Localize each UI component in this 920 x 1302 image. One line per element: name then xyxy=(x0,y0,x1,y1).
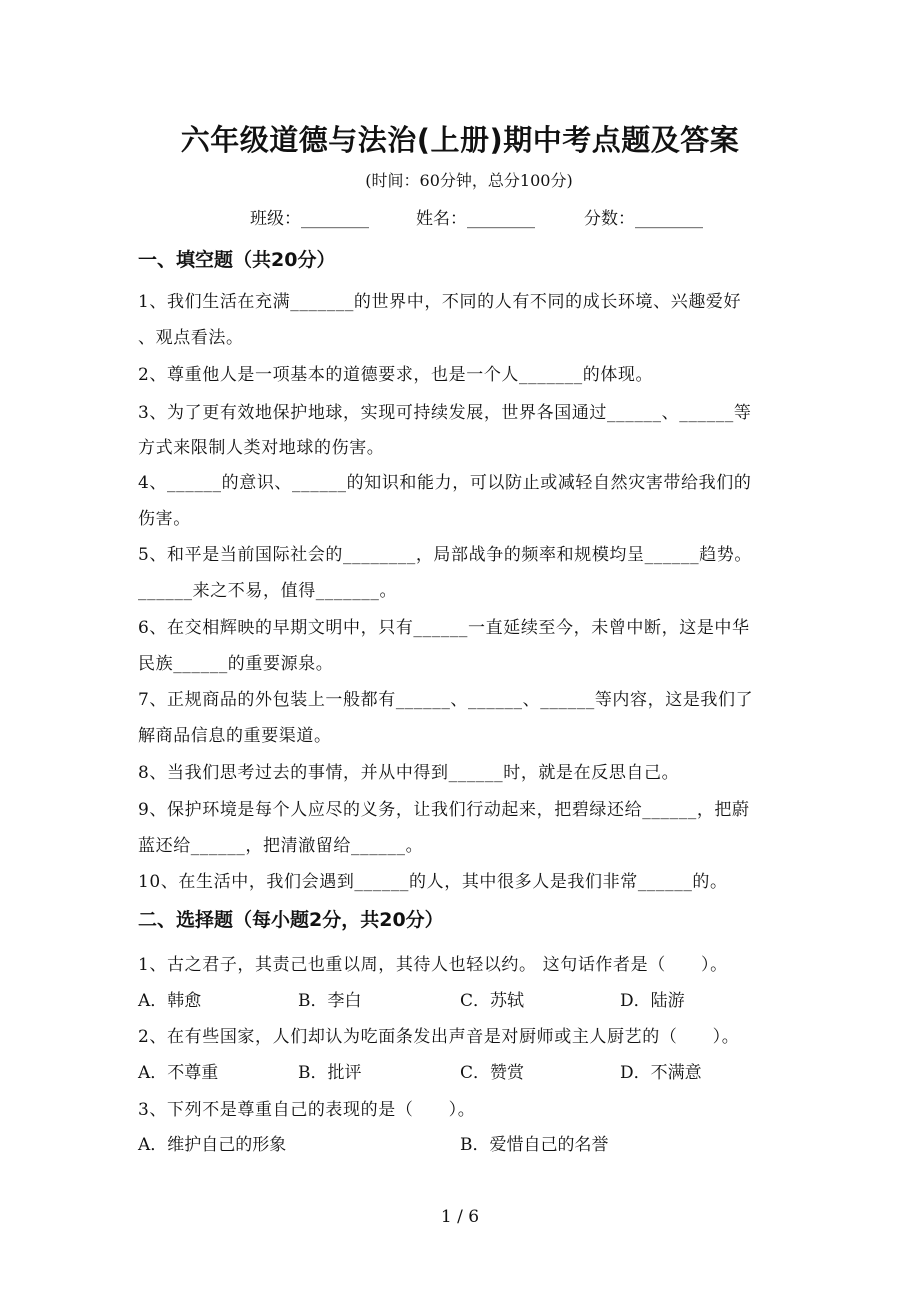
choice-option: A．不尊重 xyxy=(138,1063,219,1083)
choice-option: D．陆游 xyxy=(620,991,685,1011)
question-line: 1、我们生活在充满_______的世界中，不同的人有不同的成长环境、兴趣爱好 xyxy=(138,292,742,312)
score-field: 分数：________ xyxy=(584,209,703,229)
question-line: 2、尊重他人是一项基本的道德要求，也是一个人_______的体现。 xyxy=(138,365,654,385)
choice-question-stem: 3、下列不是尊重自己的表现的是（ ）。 xyxy=(138,1100,476,1120)
page-number: 1 / 6 xyxy=(440,1207,480,1227)
name-field: 姓名：________ xyxy=(416,209,535,229)
choice-option: B．爱惜自己的名誉 xyxy=(460,1135,609,1155)
question-line: 蓝还给______，把清澈留给______。 xyxy=(138,836,424,856)
question-line: 5、和平是当前国际社会的________，局部战争的频率和规模均呈______趋势。 xyxy=(138,545,753,565)
choice-option: D．不满意 xyxy=(620,1063,702,1083)
choice-option: B．批评 xyxy=(298,1063,362,1083)
choice-option: B．李白 xyxy=(298,991,362,1011)
choice-option: A．韩愈 xyxy=(138,991,202,1011)
choice-option: A．维护自己的形象 xyxy=(138,1135,287,1155)
choice-option: C．赞赏 xyxy=(460,1063,525,1083)
class-field: 班级：________ xyxy=(250,209,369,229)
question-line: 方式来限制人类对地球的伤害。 xyxy=(138,438,385,458)
choice-option: C．苏轼 xyxy=(460,991,525,1011)
question-line: 3、为了更有效地保护地球，实现可持续发展，世界各国通过______、______等 xyxy=(138,403,752,423)
question-line: ______来之不易，值得_______。 xyxy=(138,581,398,601)
question-line: 9、保护环境是每个人应尽的义务，让我们行动起来，把碧绿还给______，把蔚 xyxy=(138,800,750,820)
question-line: 8、当我们思考过去的事情，并从中得到______时，就是在反思自己。 xyxy=(138,763,680,783)
question-line: 4、______的意识、______的知识和能力，可以防止或减轻自然灾害带给我们的 xyxy=(138,473,752,493)
section-heading-choice: 二、选择题（每小题2分，共20分） xyxy=(138,909,444,931)
page-title: 六年级道德与法治(上册)期中考点题及答案 xyxy=(180,123,740,157)
question-line: 7、正规商品的外包装上一般都有______、______、______等内容，这是我们了 xyxy=(138,690,754,710)
choice-question-stem: 2、在有些国家，人们却认为吃面条发出声音是对厨师或主人厨艺的（ ）。 xyxy=(138,1027,740,1047)
question-line: 、观点看法。 xyxy=(138,328,244,348)
choice-question-stem: 1、古之君子，其责己也重以周，其待人也轻以约。 这句话作者是（ ）。 xyxy=(138,955,728,975)
exam-subtitle: (时间：60分钟，总分100分) xyxy=(365,171,573,190)
question-line: 伤害。 xyxy=(138,509,191,529)
question-line: 民族______的重要源泉。 xyxy=(138,654,334,674)
question-line: 解商品信息的重要渠道。 xyxy=(138,726,332,746)
section-heading-fill-blank: 一、填空题（共20分） xyxy=(138,249,336,271)
question-line: 6、在交相辉映的早期文明中，只有______一直延续至今，未曾中断，这是中华 xyxy=(138,618,750,638)
question-line: 10、在生活中，我们会遇到______的人，其中很多人是我们非常______的。 xyxy=(138,872,728,892)
